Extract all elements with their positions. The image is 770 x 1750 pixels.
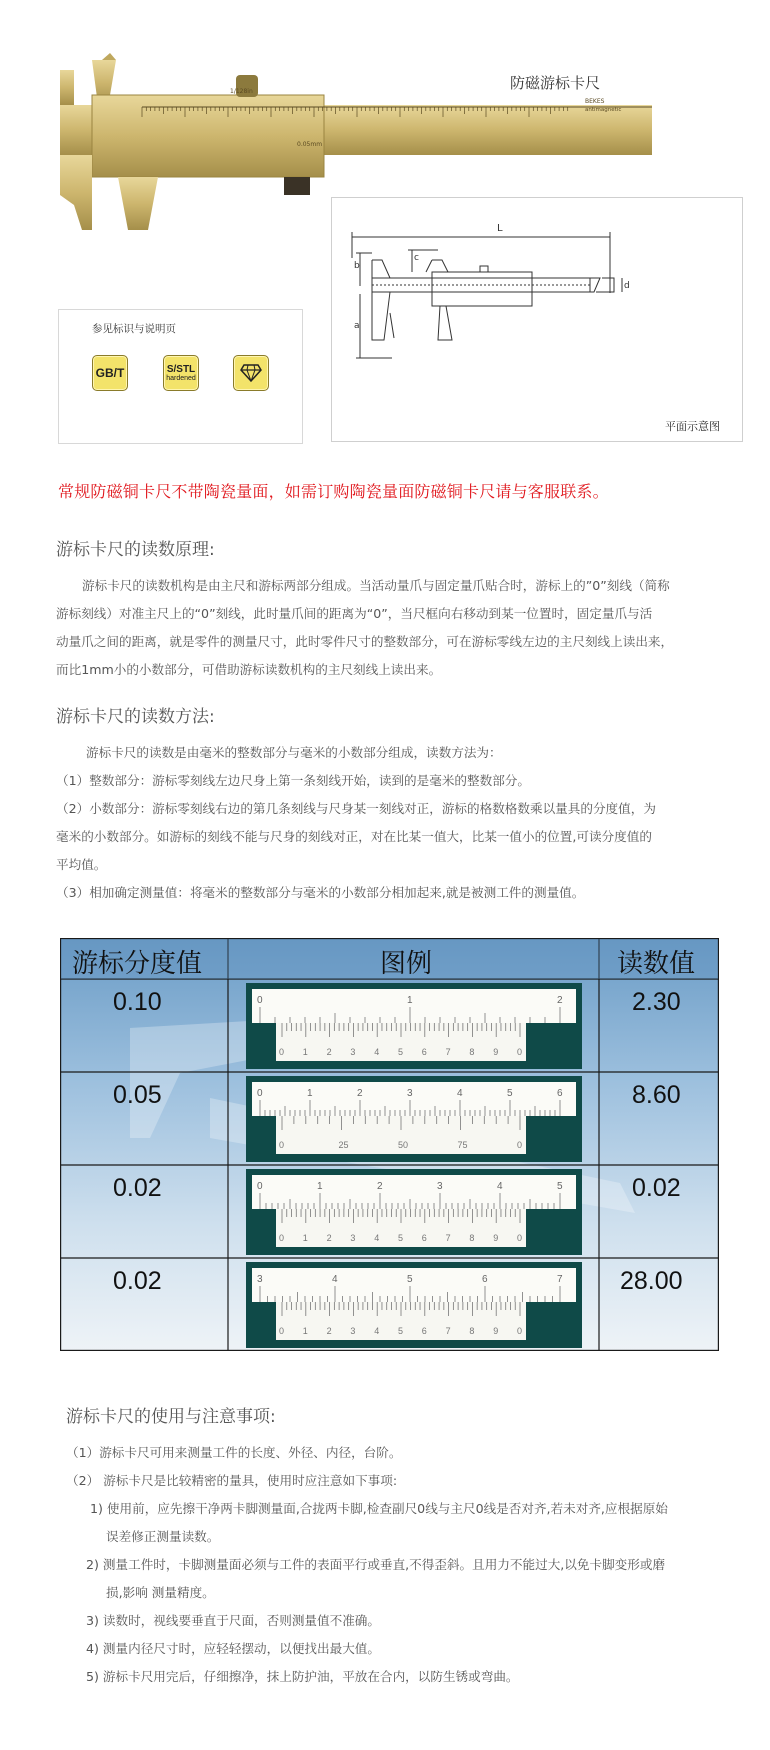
usage-heading: 游标卡尺的使用与注意事项: (66, 1407, 276, 1427)
usage-subitem: 1) 使用前，应先擦干净两卡脚测量面,合拢两卡脚,检查副尺0线与主尺0线是否对齐,若未对齐,应根据原始 (90, 1501, 668, 1516)
vernier-label: 3 (350, 1233, 356, 1243)
usage-item: （2） 游标卡尺是比较精密的量具，使用时应注意如下事项: (66, 1473, 398, 1488)
plan-drawing-caption: 平面示意图 (665, 420, 720, 433)
main-scale-strip (252, 1082, 576, 1116)
vernier-label: 6 (421, 1326, 427, 1336)
caliper-scale-text: 1/128in (230, 88, 253, 95)
vernier-label: 0 (517, 1140, 523, 1150)
main-scale-label: 3 (257, 1274, 263, 1285)
dim-label-c: c (414, 253, 419, 263)
vernier-label: 1 (302, 1326, 308, 1336)
main-scale-label: 2 (557, 995, 563, 1006)
row1-vernier-scale (246, 983, 582, 1069)
hardened-badge-text: hardened (166, 375, 196, 382)
principle-body (56, 572, 756, 684)
vernier-label: 7 (445, 1047, 451, 1057)
usage-subitem: 4) 测量内径尺寸时，应轻轻摆动，以便找出最大值。 (86, 1641, 380, 1656)
main-scale-label: 7 (557, 1274, 563, 1285)
header-division: 游标分度值 (72, 949, 203, 979)
usage-subitem: 5) 游标卡尺用完后，仔细擦净，抹上防护油，平放在合内，以防生锈或弯曲。 (86, 1669, 519, 1684)
main-scale-strip (252, 989, 576, 1023)
main-scale-label: 3 (407, 1088, 413, 1099)
reference-title: 参见标识与说明页 (92, 323, 176, 335)
main-scale-label: 4 (457, 1088, 463, 1099)
main-scale-label: 1 (407, 995, 413, 1006)
main-scale-label: 0 (257, 1181, 263, 1192)
vernier-label: 0 (279, 1140, 285, 1150)
main-scale-label: 2 (377, 1181, 383, 1192)
principle-heading: 游标卡尺的读数原理: (56, 540, 215, 560)
principle-line: 动量爪之间的距离，就是零件的测量尺寸，此时零件尺寸的整数部分，可在游标零线左边的主尺刻线上读出来， (56, 634, 674, 649)
row4-vernier-scale (246, 1262, 582, 1348)
vernier-label: 6 (421, 1047, 427, 1057)
main-scale-label: 2 (357, 1088, 363, 1099)
caliper-sub-text: antimagnetic (585, 107, 622, 113)
caliper-unit-text: 0.05mm (297, 141, 323, 148)
main-scale-strip (252, 1175, 576, 1209)
row1-division: 0.10 (113, 988, 162, 1016)
vernier-label: 8 (469, 1047, 475, 1057)
vernier-label: 9 (493, 1326, 499, 1336)
method-line: （1）整数部分：游标零刻线左边尺身上第一条刻线开始，读到的是毫米的整数部分。 (56, 773, 530, 788)
row4-division: 0.02 (113, 1267, 162, 1295)
usage-subitem: 2) 测量工件时，卡脚测量面必须与工件的表面平行或垂直,不得歪斜。且用力不能过大,以免卡脚变形或磨 (86, 1557, 666, 1572)
vernier-label: 5 (398, 1326, 404, 1336)
row2-vernier-scale (246, 1076, 582, 1162)
usage-item: （1）游标卡尺可用来测量工件的长度、外径、内径，台阶。 (66, 1445, 402, 1460)
vernier-label: 5 (398, 1233, 404, 1243)
method-line: 平均值。 (56, 857, 107, 872)
gbt-badge-text: GB/T (95, 366, 125, 380)
main-scale-label: 4 (497, 1181, 503, 1192)
vernier-reading-table (60, 938, 719, 1351)
principle-line: 而比1mm小的小数部分，可借助游标读数机构的主尺刻线上读出来。 (56, 662, 442, 677)
vernier-label: 0 (279, 1326, 285, 1336)
dim-label-a: a (354, 321, 360, 331)
method-line: （2）小数部分：游标零刻线右边的第几条刻线与尺身某一刻线对正，游标的格数格数乘以量具的分度值，为 (56, 801, 656, 816)
vernier-label: 9 (493, 1047, 499, 1057)
header-reading: 读数值 (617, 949, 696, 979)
vernier-label: 0 (279, 1047, 285, 1057)
plan-drawing-box (331, 197, 743, 442)
main-scale-label: 3 (437, 1181, 443, 1192)
row4-reading: 28.00 (620, 1267, 683, 1295)
vernier-label: 2 (326, 1047, 332, 1057)
vernier-label: 1 (302, 1047, 308, 1057)
method-line: 游标卡尺的读数是由毫米的整数部分与毫米的小数部分组成，读数方法为： (86, 745, 502, 760)
vernier-label: 2 (326, 1233, 332, 1243)
vernier-label: 0 (517, 1047, 523, 1057)
caliper-brand-text: BEKES (585, 98, 605, 105)
diamond-icon (240, 363, 262, 383)
vernier-label: 0 (517, 1326, 523, 1336)
row3-vernier-scale (246, 1169, 582, 1255)
main-scale-label: 1 (307, 1088, 313, 1099)
vernier-label: 1 (302, 1233, 308, 1243)
method-body (56, 739, 756, 907)
vernier-label: 4 (374, 1233, 380, 1243)
method-line: （3）相加确定测量值：将毫米的整数部分与毫米的小数部分相加起来,就是被测工件的测量值。 (56, 885, 585, 900)
ceramic-notice: 常规防磁铜卡尺不带陶瓷量面，如需订购陶瓷量面防磁铜卡尺请与客服联系。 (58, 482, 609, 501)
dim-label-L: L (497, 223, 503, 234)
main-scale-label: 6 (482, 1274, 488, 1285)
vernier-label: 4 (374, 1326, 380, 1336)
main-scale-label: 5 (407, 1274, 413, 1285)
vernier-label: 7 (445, 1233, 451, 1243)
main-scale-label: 4 (332, 1274, 338, 1285)
vernier-label: 8 (469, 1326, 475, 1336)
usage-subitem: 损,影响 测量精度。 (106, 1585, 215, 1600)
vernier-label: 3 (350, 1326, 356, 1336)
principle-line: 游标刻线）对准主尺上的“0”刻线，此时量爪间的距离为“0”，当尺框向右移动到某一位置时，固定量爪与活 (56, 606, 653, 621)
row3-division: 0.02 (113, 1174, 162, 1202)
main-scale-label: 5 (557, 1181, 563, 1192)
vernier-label: 75 (457, 1140, 468, 1150)
vernier-label: 2 (326, 1326, 332, 1336)
principle-line: 游标卡尺的读数机构是由主尺和游标两部分组成。当活动量爪与固定量爪贴合时，游标上的”0”刻线（简称 (82, 578, 670, 593)
main-scale-label: 0 (257, 1088, 263, 1099)
gbt-badge (92, 355, 128, 391)
main-scale-label: 6 (557, 1088, 563, 1099)
vernier-label: 7 (445, 1326, 451, 1336)
main-scale-label: 5 (507, 1088, 513, 1099)
vernier-label: 0 (517, 1233, 523, 1243)
usage-body (66, 1439, 756, 1691)
row2-reading: 8.60 (632, 1081, 681, 1109)
vernier-label: 4 (374, 1047, 380, 1057)
usage-subitem: 误差修正测量读数。 (106, 1529, 220, 1544)
vernier-label: 5 (398, 1047, 404, 1057)
row2-division: 0.05 (113, 1081, 162, 1109)
sstl-badge-text: S/STL (166, 364, 196, 375)
dim-label-d: d (624, 281, 630, 291)
vernier-label: 8 (469, 1233, 475, 1243)
vernier-label: 6 (421, 1233, 427, 1243)
header-example: 图例 (380, 949, 433, 979)
main-scale-strip (252, 1268, 576, 1302)
vernier-label: 0 (279, 1233, 285, 1243)
row1-reading: 2.30 (632, 988, 681, 1016)
product-title: 防磁游标卡尺 (510, 74, 601, 92)
usage-subitem: 3) 读数时，视线要垂直于尺面，否则测量值不准确。 (86, 1613, 380, 1628)
caliper-plan-diagram (332, 198, 742, 441)
diamond-badge (233, 355, 269, 391)
vernier-label: 50 (398, 1140, 409, 1150)
vernier-label: 25 (338, 1140, 349, 1150)
method-line: 毫米的小数部分。如游标的刻线不能与尺身的刻线对正，对在比某一值大，比某一值小的位置,可读分度值的 (56, 829, 652, 844)
method-heading: 游标卡尺的读数方法: (56, 707, 215, 727)
dim-label-b: b (354, 261, 360, 271)
sstl-hardened-badge (163, 355, 199, 391)
main-scale-label: 0 (257, 995, 263, 1006)
row3-reading: 0.02 (632, 1174, 681, 1202)
vernier-label: 3 (350, 1047, 356, 1057)
vernier-label: 9 (493, 1233, 499, 1243)
main-scale-label: 1 (317, 1181, 323, 1192)
